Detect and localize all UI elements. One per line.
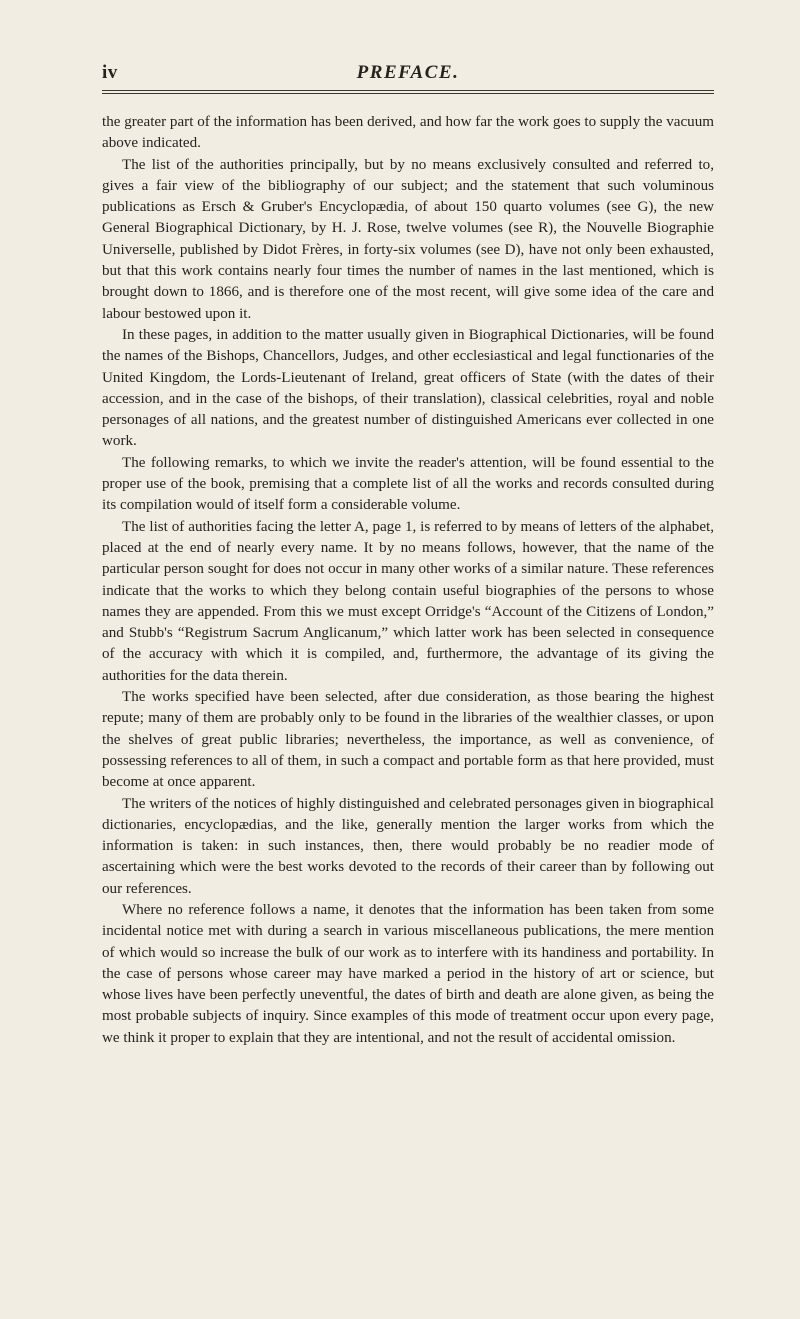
paragraph-1: the greater part of the information has been derived, and how far the work goes to supply the vacuum above indicated.	[102, 114, 714, 152]
running-title: PREFACE.	[356, 62, 460, 83]
paragraph-5: The list of authorities facing the letter A, page 1, is referred to by means of letters of the alphabet, placed at the end of nearly every name. It by no means follows, however, that the name of the particular person sought for does not occur in many other works of a similar nature. These references indicate that the works to which they belong contain useful biographies of the persons to whose names they are appended. From this we must except Orridge's “Account of the Citizens of London,” and Stubb's “Registrum Sacrum Anglicanum,” which latter work has been selected in consequence of the accuracy with which it is compiled, and, furthermore, the advantage of its giving the authorities for the data therein.	[102, 518, 714, 684]
page-number: iv	[102, 62, 118, 83]
paragraph-3: In these pages, in addition to the matter usually given in Biographical Dictionaries, will be found the names of the Bishops, Chancellors, Judges, and other ecclesiastical and legal functionaries of the United Kingdom, the Lords-Lieutenant of Ireland, great officers of State (with the dates of their accession, and in the case of the bishops, of their translation), classical celebrities, royal and noble personages of all nations, and the greatest number of distinguished Americans ever collected in one work.	[102, 326, 714, 450]
paragraph-8: Where no reference follows a name, it denotes that the information has been taken from some incidental notice met with during a search in various miscellaneous publications, the mere mention of which would so increase the bulk of our work as to interfere with its handiness and portability. In the case of persons whose career may have marked a period in the history of art or science, but whose lives have been perfectly uneventful, the dates of birth and death are alone given, as being the most probable subjects of inquiry. Since examples of this mode of treatment occur upon every page, we think it proper to explain that they are intentional, and not the result of accidental omission.	[102, 901, 714, 1046]
page-header	[102, 60, 714, 91]
paragraph-4: The following remarks, to which we invite the reader's attention, will be found essential to the proper use of the book, premising that a complete list of all the works and records consulted during its compilation would of itself form a considerable volume.	[102, 454, 714, 514]
paragraph-7: The writers of the notices of highly distinguished and celebrated personages given in biographical dictionaries, encyclopædias, and the like, generally mention the larger works from which the information is taken: in such instances, then, there would probably be no readier mode of ascertaining which were the best works devoted to the records of their career than by following out our references.	[102, 795, 714, 897]
paragraph-2: The list of the authorities principally, but by no means exclusively consulted and referred to, gives a fair view of the bibliography of our subject; and the statement that such voluminous publications as Ersch & Gruber's Encyclopædia, of about 150 quarto volumes (see G), the new General Biographical Dictionary, by H. J. Rose, twelve volumes (see R), the Nouvelle Biographie Universelle, published by Didot Frères, in forty-six volumes (see D), have not only been exhausted, but that this work contains nearly four times the number of names in the last mentioned, which is brought down to 1866, and is therefore one of the most recent, will give some idea of the care and labour bestowed upon it.	[102, 156, 714, 322]
preface-text	[102, 112, 714, 1049]
paragraph-6: The works specified have been selected, after due consideration, as those bearing the highest repute; many of them are probably only to be found in the libraries of the wealthier classes, or upon the shelves of great public libraries; nevertheless, the importance, as well as convenience, of possessing references to all of them, in such a compact and portable form as that here provided, must become at once apparent.	[102, 689, 714, 791]
